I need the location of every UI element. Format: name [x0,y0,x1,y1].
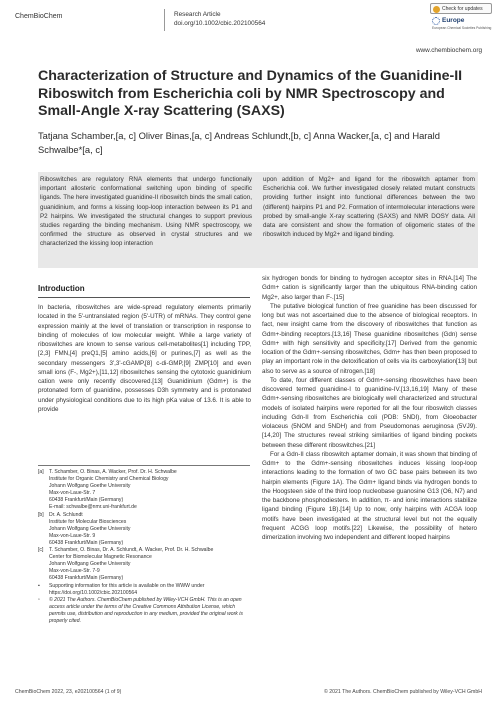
section-rule [38,297,250,298]
affiliation-text: T. Schamber, O. Binas, A. Wacker, Prof. Dr. H. Schwalbe Institute for Organic Chemistry and Chemical Biology Johann Wolfgang Goethe University Max-von-Laue-Str. 7 60438 Frankfurt/Main (Germany) E-mail: schwalbe@nmr.uni-frankfurt.de [49,469,177,511]
footer-copyright: © 2021 The Authors. ChemBioChem published by Wiley-VCH GmbH [324,689,482,695]
publisher-sub: European Chemical Societies Publishing [432,26,492,30]
section-heading: Introduction [38,284,85,293]
check-updates-label: Check for updates [442,6,483,12]
paragraph: For a Gdn-II class riboswitch aptamer domain, it was shown that binding of Gdm+ to the Gdm+-sensing riboswitches induces kissing loop-loop interactions leading to the formation of two GC base pairs between its two hairpin elements (Figure 1A). The Gdm+ ligand binds via hydrogen bonds to the Hoogsteen side of the third loop nucleobase guanosine G13 (O6, N7) and the backbone phosphodiesters. In addition, π- and ionic interactions stabilize ligand binding (Figure 1B).[14] Up to now, only hairpins with ACGA loop motifs have been investigated at the structural level but not the equally frequent ACGG loop motifs.[22] Likewise, the possibility of hetero dimerization involving two independent and different looped hairpins [262,450,477,541]
affiliations [38,469,251,625]
doi-link[interactable]: doi.org/10.1002/cbic.202100564 [174,20,266,27]
paragraph: six hydrogen bonds for binding to hydrogen acceptor sites in RNA.[14] The Gdm+ cation is significantly larger than the ubiquitous RNA-binding cation Mg2+, also larger than F-.[15] [262,275,477,301]
supporting-info [38,583,251,597]
affiliation-rule [38,465,250,466]
affiliation-text: Dr. A. Schlundt Institute for Molecular Biosciences Johann Wolfgang Goethe University Max-von-Laue-Str. 9 60438 Frankfurt/Main (Germany) [49,511,131,546]
license-text: © 2021 The Authors. ChemBioChem published by Wiley-VCH GmbH. This is an open access article under the terms of the Creative Commons Attribution License, which permits use, distribution and reproduction in any medium, provided the original work is properly cited. [49,596,243,624]
affiliation-text: T. Schamber, O. Binas, Dr. A. Schlundt, A. Wacker, Prof. Dr. H. Schwalbe Center for Biomolecular Magnetic Resonance Johann Wolfgang Goethe University Max-von-Laue-Str. 7-9 60438 Frankfurt/Main (Germany) [49,547,214,582]
check-updates-button[interactable] [430,3,492,14]
header-divider [164,9,165,31]
journal-website[interactable]: www.chembiochem.org [415,47,482,54]
journal-name: ChemBioChem [15,13,63,20]
license-icon: ▫ [38,596,40,603]
intro-col2 [262,274,477,542]
supporting-info-text[interactable]: Supporting information for this article is available on the WWW under https://doi.org/10.1002/cbic.202100564 [49,582,205,596]
article-type: Research Article [174,11,221,18]
affiliation-b: [b] Dr. A. Schlundt Institute for Molecular Biosciences Johann Wolfgang Goethe University Max-von-Laue-Str. 9 60438 Frankfurt/Main (Germany) [38,512,251,547]
article-title: Characterization of Structure and Dynamics of the Guanidine-II Riboswitch from Escherichia coli by NMR Spectroscopy and Small-Angle X-ray Scattering (SAXS) [38,68,463,119]
paragraph: To date, four different classes of Gdm+-sensing riboswitches have been discovered termed guanidine-I to guanidine-IV.[13,16,19] Many of these Gdm+-sensing riboswitches are biologically well characterized and structural models of isolated hairpins were reported for all the four riboswitch classes including Gdn-II from Escherichia coli (PDB: 5NDI), from Gloeobacter violaceus (5NOM and 5NDH) and from Pseudomonas aeruginosa (5VJ9).[14,20] The structures reveal striking similarities of ligand binding pockets between these different riboswitches.[21] [262,376,477,449]
affiliation-c: [c] T. Schamber, O. Binas, Dr. A. Schlundt, A. Wacker, Prof. Dr. H. Schwalbe Center for Biomolecular Magnetic Resonance Johann Wolfgang Goethe University Max-von-Laue-Str. 7-9 60438 Frankfurt/Main (Germany) [38,547,251,582]
eu-stars-icon [432,17,440,25]
author-list: Tatjana Schamber,[a, c] Oliver Binas,[a, c] Andreas Schlundt,[b, c] Anna Wacker,[a, c] and Harald Schwalbe*[a, c] [38,130,440,155]
abstract-col1: Riboswitches are regulatory RNA elements that undergo functionally important allosteric conformational switching upon binding of specific ligands. The here investigated guanidine-II riboswitch binds the small cation, guanidinium, and forms a kissing loop-loop interaction between its P1 and P2 hairpins. We investigated the structural changes to support previous studies regarding the binding mechanism. Using NMR spectroscopy, we confirmed the structure as observed in crystal structures and we characterized the kissing loop interaction [40,176,252,248]
article-meta [174,10,265,28]
update-icon [433,6,440,13]
supporting-info-icon: ▪ [38,582,40,589]
affiliation-a: [a] T. Schamber, O. Binas, A. Wacker, Prof. Dr. H. Schwalbe Institute for Organic Chemistry and Chemical Biology Johann Wolfgang Goethe University Max-von-Laue-Str. 7 60438 Frankfurt/Main (Germany) E-mail: schwalbe@nmr.uni-frankfurt.de [38,469,251,512]
license-note [38,597,251,625]
abstract-col2: upon addition of Mg2+ and ligand for the riboswitch aptamer from Escherichia coli. We further investigated closely related mutant constructs providing further insight into functional differences between the two (different) hairpins P1 and P2. Formation of intermolecular interactions were probed by small-angle X-ray scattering (SAXS) and NMR DOSY data. All data are consistent and show the formation of oligomeric states of the riboswitch induced by Mg2+ and ligand binding. [263,176,475,239]
publisher-name: Europe [442,17,465,24]
publisher-logo [432,17,492,35]
intro-col1: In bacteria, riboswitches are wide-spread regulatory elements primarily located in the 5'-untranslated region (5'-UTR) of mRNAs. They control gene expression mainly at the level of translation or transcription in response to binding of molecules of low molecular weight. While a large variety of riboswitches are known to sense various cell-metabolites[1] including TPP,[2,3] FMN,[4] preQ1,[5] amino acids,[6] or purines,[7] as well as the secondary messengers 3',3'-cGAMP,[8] c-di-GMP,[9] ZMP[10] and even small ions (F-, Mg2+),[11,12] riboswitches sensing the cytotoxic guanidinium cation were only recently discovered.[13] Guanidinium (Gdm+) is the protonated form of guanidine, possesses D3h symmetry and is protonated under physiological conditions due to its high pKa value of 13.6. It is able to provide [38,304,251,413]
footer-citation: ChemBioChem 2022, 23, e202100564 (1 of 9) [15,689,122,695]
paragraph: The putative biological function of free guanidine has been discussed for long but was not ascertained due to the absence of biological receptors. In fact, new insight came from the discovery of riboswitches that function as Gdm+-binding receptors.[13,16] These guanidine riboswitches (Gdn) sense Gdm+ with high sensitivity and specificity.[17] Derived from the genomic location of the Gdm+-sensing riboswitches, Gdm+ has then been proposed to play an important role in the detoxification of cells via its carboxylation[13] but also to serve as a source of nitrogen.[18] [262,302,477,375]
